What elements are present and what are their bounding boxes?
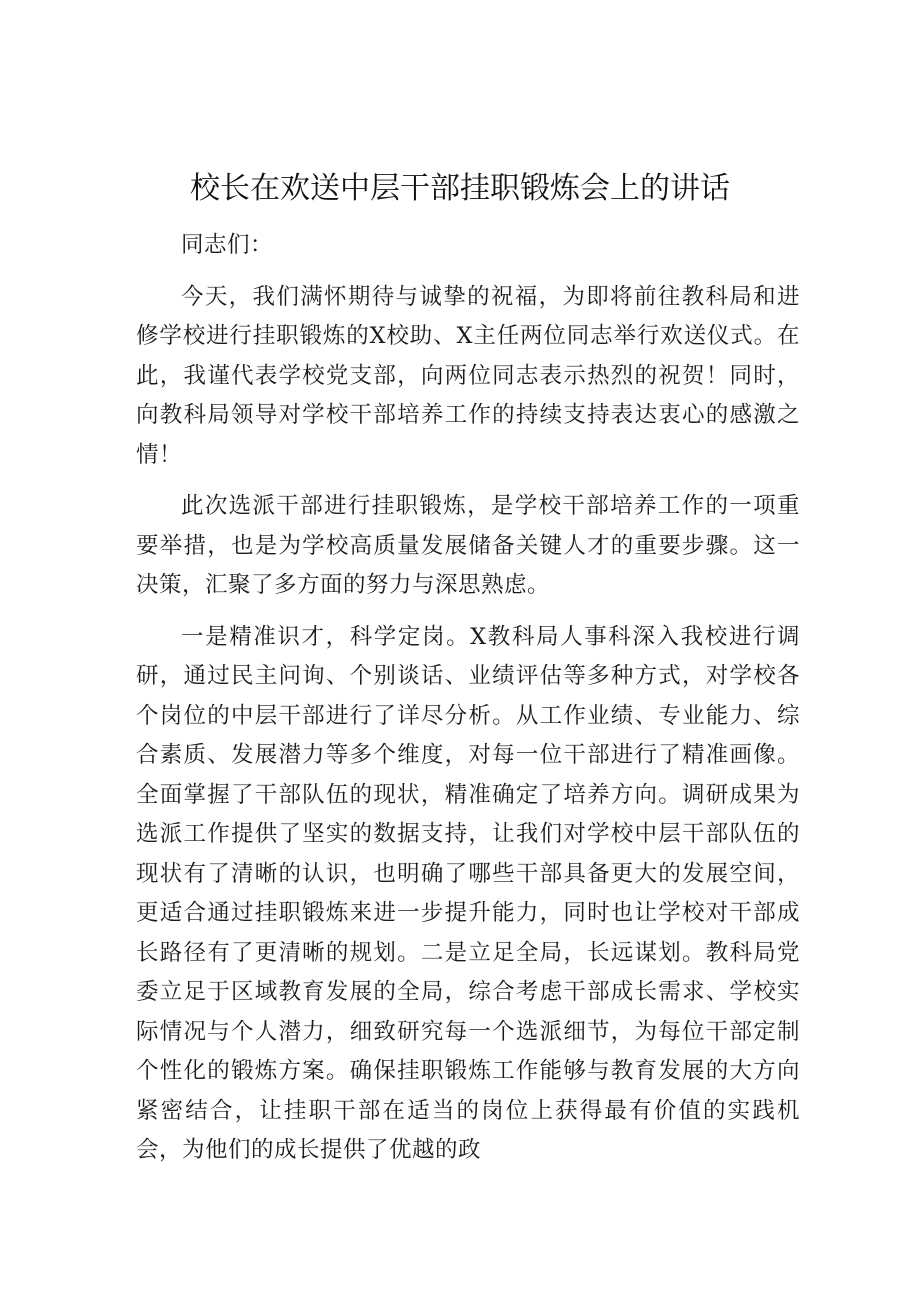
document-body (136, 226, 800, 1183)
paragraph-2: 此次选派干部进行挂职锻炼，是学校干部培养工作的一项重要举措，也是为学校高质量发展储备关键人才的重要步骤。这一决策，汇聚了多方面的努力与深思熟虑。 (136, 493, 800, 598)
page-title: 校长在欢送中层干部挂职锻炼会上的讲话 (190, 171, 730, 206)
salutation: 同志们： (181, 232, 274, 258)
paragraph-1: 今天，我们满怀期待与诚挚的祝福，为即将前往教科局和进修学校进行挂职锻炼的X校助、X主任两位同志举行欢送仪式。在此，我谨代表学校党支部，向两位同志表示热烈的祝贺！同时，向教科局领导对学校干部培养工作的持续支持表达衷心的感激之情！ (136, 283, 800, 468)
paragraph-3: 一是精准识才，科学定岗。X教科局人事科深入我校进行调研，通过民主问询、个别谈话、业绩评估等多种方式，对学校各个岗位的中层干部进行了详尽分析。从工作业绩、专业能力、综合素质、发展潜力等多个维度，对每一位干部进行了精准画像。全面掌握了干部队伍的现状，精准确定了培养方向。调研成果为选派工作提供了坚实的数据支持，让我们对学校中层干部队伍的现状有了清晰的认识，也明确了哪些干部具备更大的发展空间，更适合通过挂职锻炼来进一步提升能力，同时也让学校对干部成长路径有了更清晰的规划。二是立足全局，长远谋划。教科局党委立足于区域教育发展的全局，综合考虑干部成长需求、学校实际情况与个人潜力，细致研究每一个选派细节，为每位干部定制个性化的锻炼方案。确保挂职锻炼工作能够与教育发展的大方向紧密结合，让挂职干部在适当的岗位上获得最有价值的实践机会，为他们的成长提供了优越的政 (136, 623, 800, 1163)
